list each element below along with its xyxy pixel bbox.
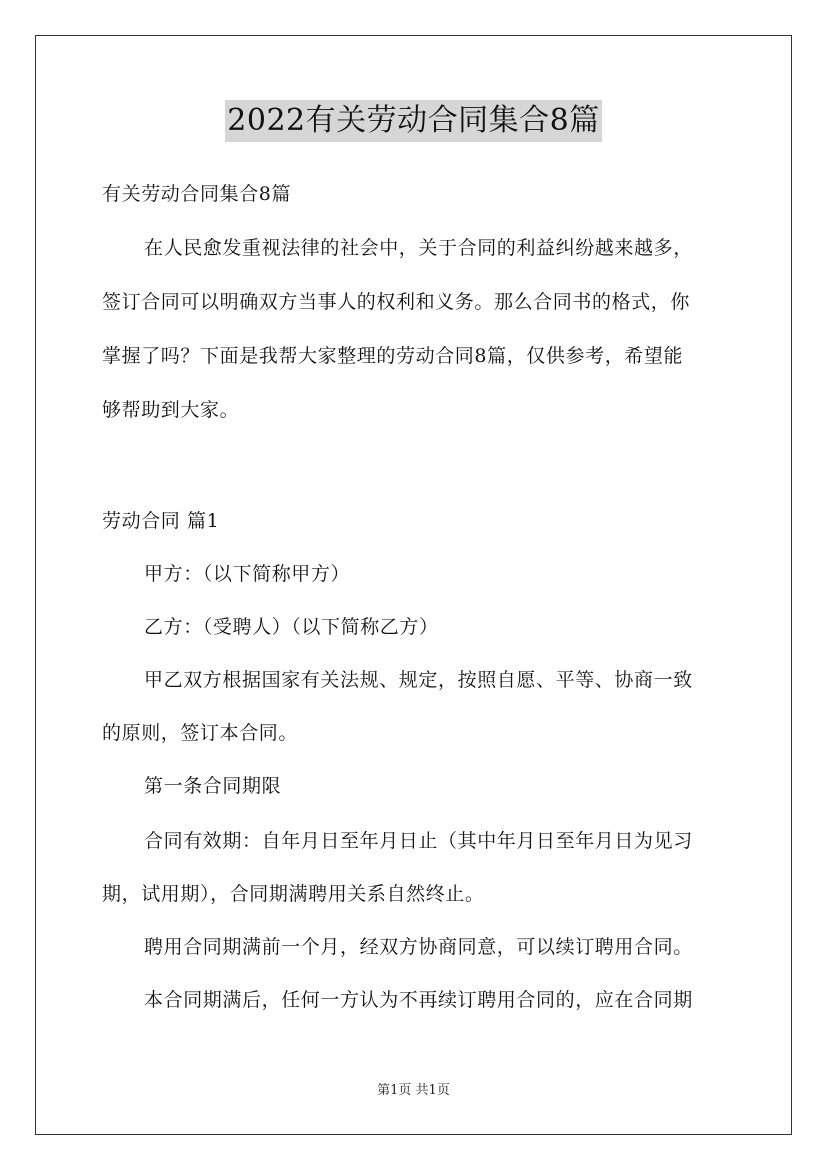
paragraph-line: 聘用合同期满前一个月，经双方协商同意，可以续订聘用合同。 <box>144 936 693 958</box>
paragraph-line: 签订合同可以明确双方当事人的权利和义务。那么合同书的格式，你 <box>102 291 691 313</box>
paragraph-line: 乙方：（受聘人）（以下简称乙方） <box>144 616 439 638</box>
paragraph-line: 掌握了吗？下面是我帮大家整理的劳动合同8篇，仅供参考，希望能 <box>102 345 684 367</box>
document-body <box>102 176 728 1018</box>
page-number-footer: 第1页 共1页 <box>377 1083 450 1098</box>
paragraph-line: 的原则，签订本合同。 <box>102 722 299 744</box>
section-heading: 劳动合同 篇1 <box>102 510 220 532</box>
title-area <box>0 100 827 142</box>
paragraph-line: 甲乙双方根据国家有关法规、规定，按照自愿、平等、协商一致 <box>144 669 693 691</box>
document-title: 2022有关劳动合同集合8篇 <box>225 100 601 142</box>
clause-heading: 第一条合同期限 <box>144 775 282 797</box>
paragraph-line: 甲方：（以下简称甲方） <box>144 563 351 585</box>
paragraph-line: 在人民愈发重视法律的社会中，关于合同的利益纠纷越来越多， <box>144 237 693 259</box>
paragraph-line: 够帮助到大家。 <box>102 399 240 421</box>
paragraph-line: 期，试用期），合同期满聘用关系自然终止。 <box>102 883 485 905</box>
paragraph-line: 合同有效期：自年月日至年月日止（其中年月日至年月日为见习 <box>144 830 693 852</box>
subtitle-line: 有关劳动合同集合8篇 <box>102 183 292 205</box>
paragraph-line: 本合同期满后，任何一方认为不再续订聘用合同的，应在合同期 <box>144 989 693 1011</box>
